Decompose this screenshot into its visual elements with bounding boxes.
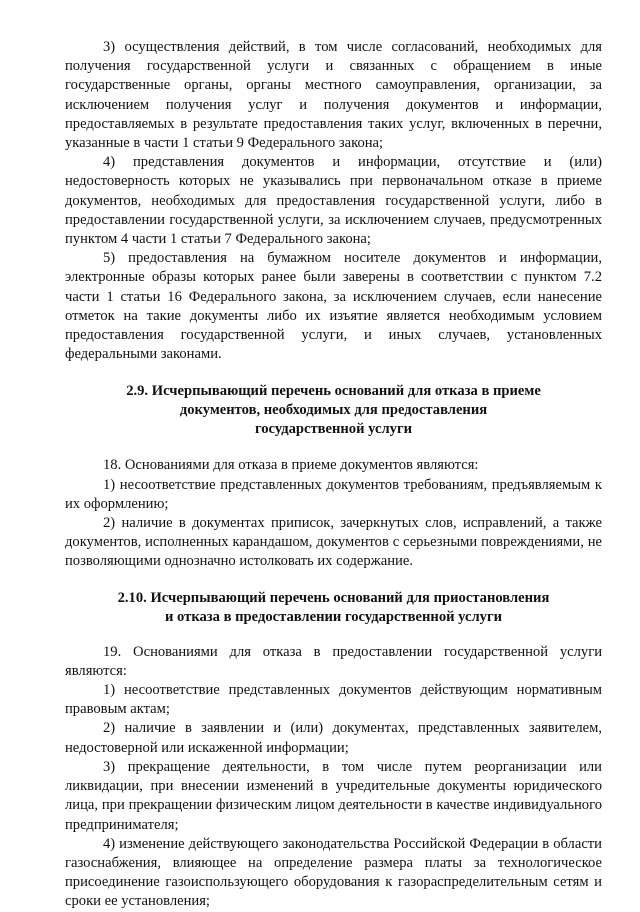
paragraph-item-4: 4) представления документов и информации, отсутствие и (или) недостоверность которых не указывались при первоначальном отказе в приеме документов, необходимых для предоставления государственной услуги, либо в предоставлении государственной услуги, за исключением случаев, предусмотренных пунктом 4 части 1 статьи 7 Федерального закона; [65,154,602,248]
paragraph-19-item-2: 2) наличие в заявлении и (или) документах, представленных заявителем, недостоверной или искаженной информации; [65,720,602,756]
paragraph-item-5: 5) предоставления на бумажном носителе документов и информации, электронные образы которых ранее были заверены в соответствии с пунктом 7.2 части 1 статьи 16 Федерального закона, за исключением случаев, если нанесение отметок на такие документы либо их изъятие является необходимым условием предоставления государственной услуги, и иных случаев, установленных федеральными законами. [65,250,602,363]
document-page [65,38,602,912]
paragraph-19-item-4: 4) изменение действующего законодательства Российской Федерации в области газоснабжения, влияющее на определение размера платы за технологическое присоединение газоиспользующего оборудования к газораспределительным сетям и сроки ее установления; [65,835,602,910]
paragraph-item-3: 3) осуществления действий, в том числе согласований, необходимых для получения государственной услуги и связанных с обращением в иные государственные органы, органы местного самоуправления, организации, за исключением получения услуг и получения документов и информации, предоставляемых в результате предоставления таких услуг, включенных в перечни, указанные в части 1 статьи 9 Федерального закона; [65,39,602,152]
paragraph-18-item-2: 2) наличие в документах приписок, зачеркнутых слов, исправлений, а также документов, исполненных карандашом, документов с серьезными повреждениями, не позволяющими однозначно истолковать их содержание. [65,515,602,570]
paragraph-19-item-3: 3) прекращение деятельности, в том числе путем реорганизации или ликвидации, при внесении изменений в учредительные документы юридического лица, при прекращении физическим лицом деятельности в качестве индивидуального предпринимателя; [65,758,602,833]
paragraph-18: 18. Основаниями для отказа в приеме документов являются: [103,457,479,474]
section-title-2-10: 2.10. Исчерпывающий перечень оснований для приостановления и отказа в предоставлении государственной услуги [117,589,550,625]
paragraph-18-item-1: 1) несоответствие представленных документов требованиям, предъявляемым к их оформлению; [65,476,602,512]
paragraph-19-item-1: 1) несоответствие представленных документов действующим нормативным правовым актам; [65,682,602,718]
section-title-2-9: 2.9. Исчерпывающий перечень оснований для отказа в приеме документов, необходимых для предоставления государственной услуги [126,383,541,438]
paragraph-19: 19. Основаниями для отказа в предоставлении государственной услуги являются: [65,643,602,679]
